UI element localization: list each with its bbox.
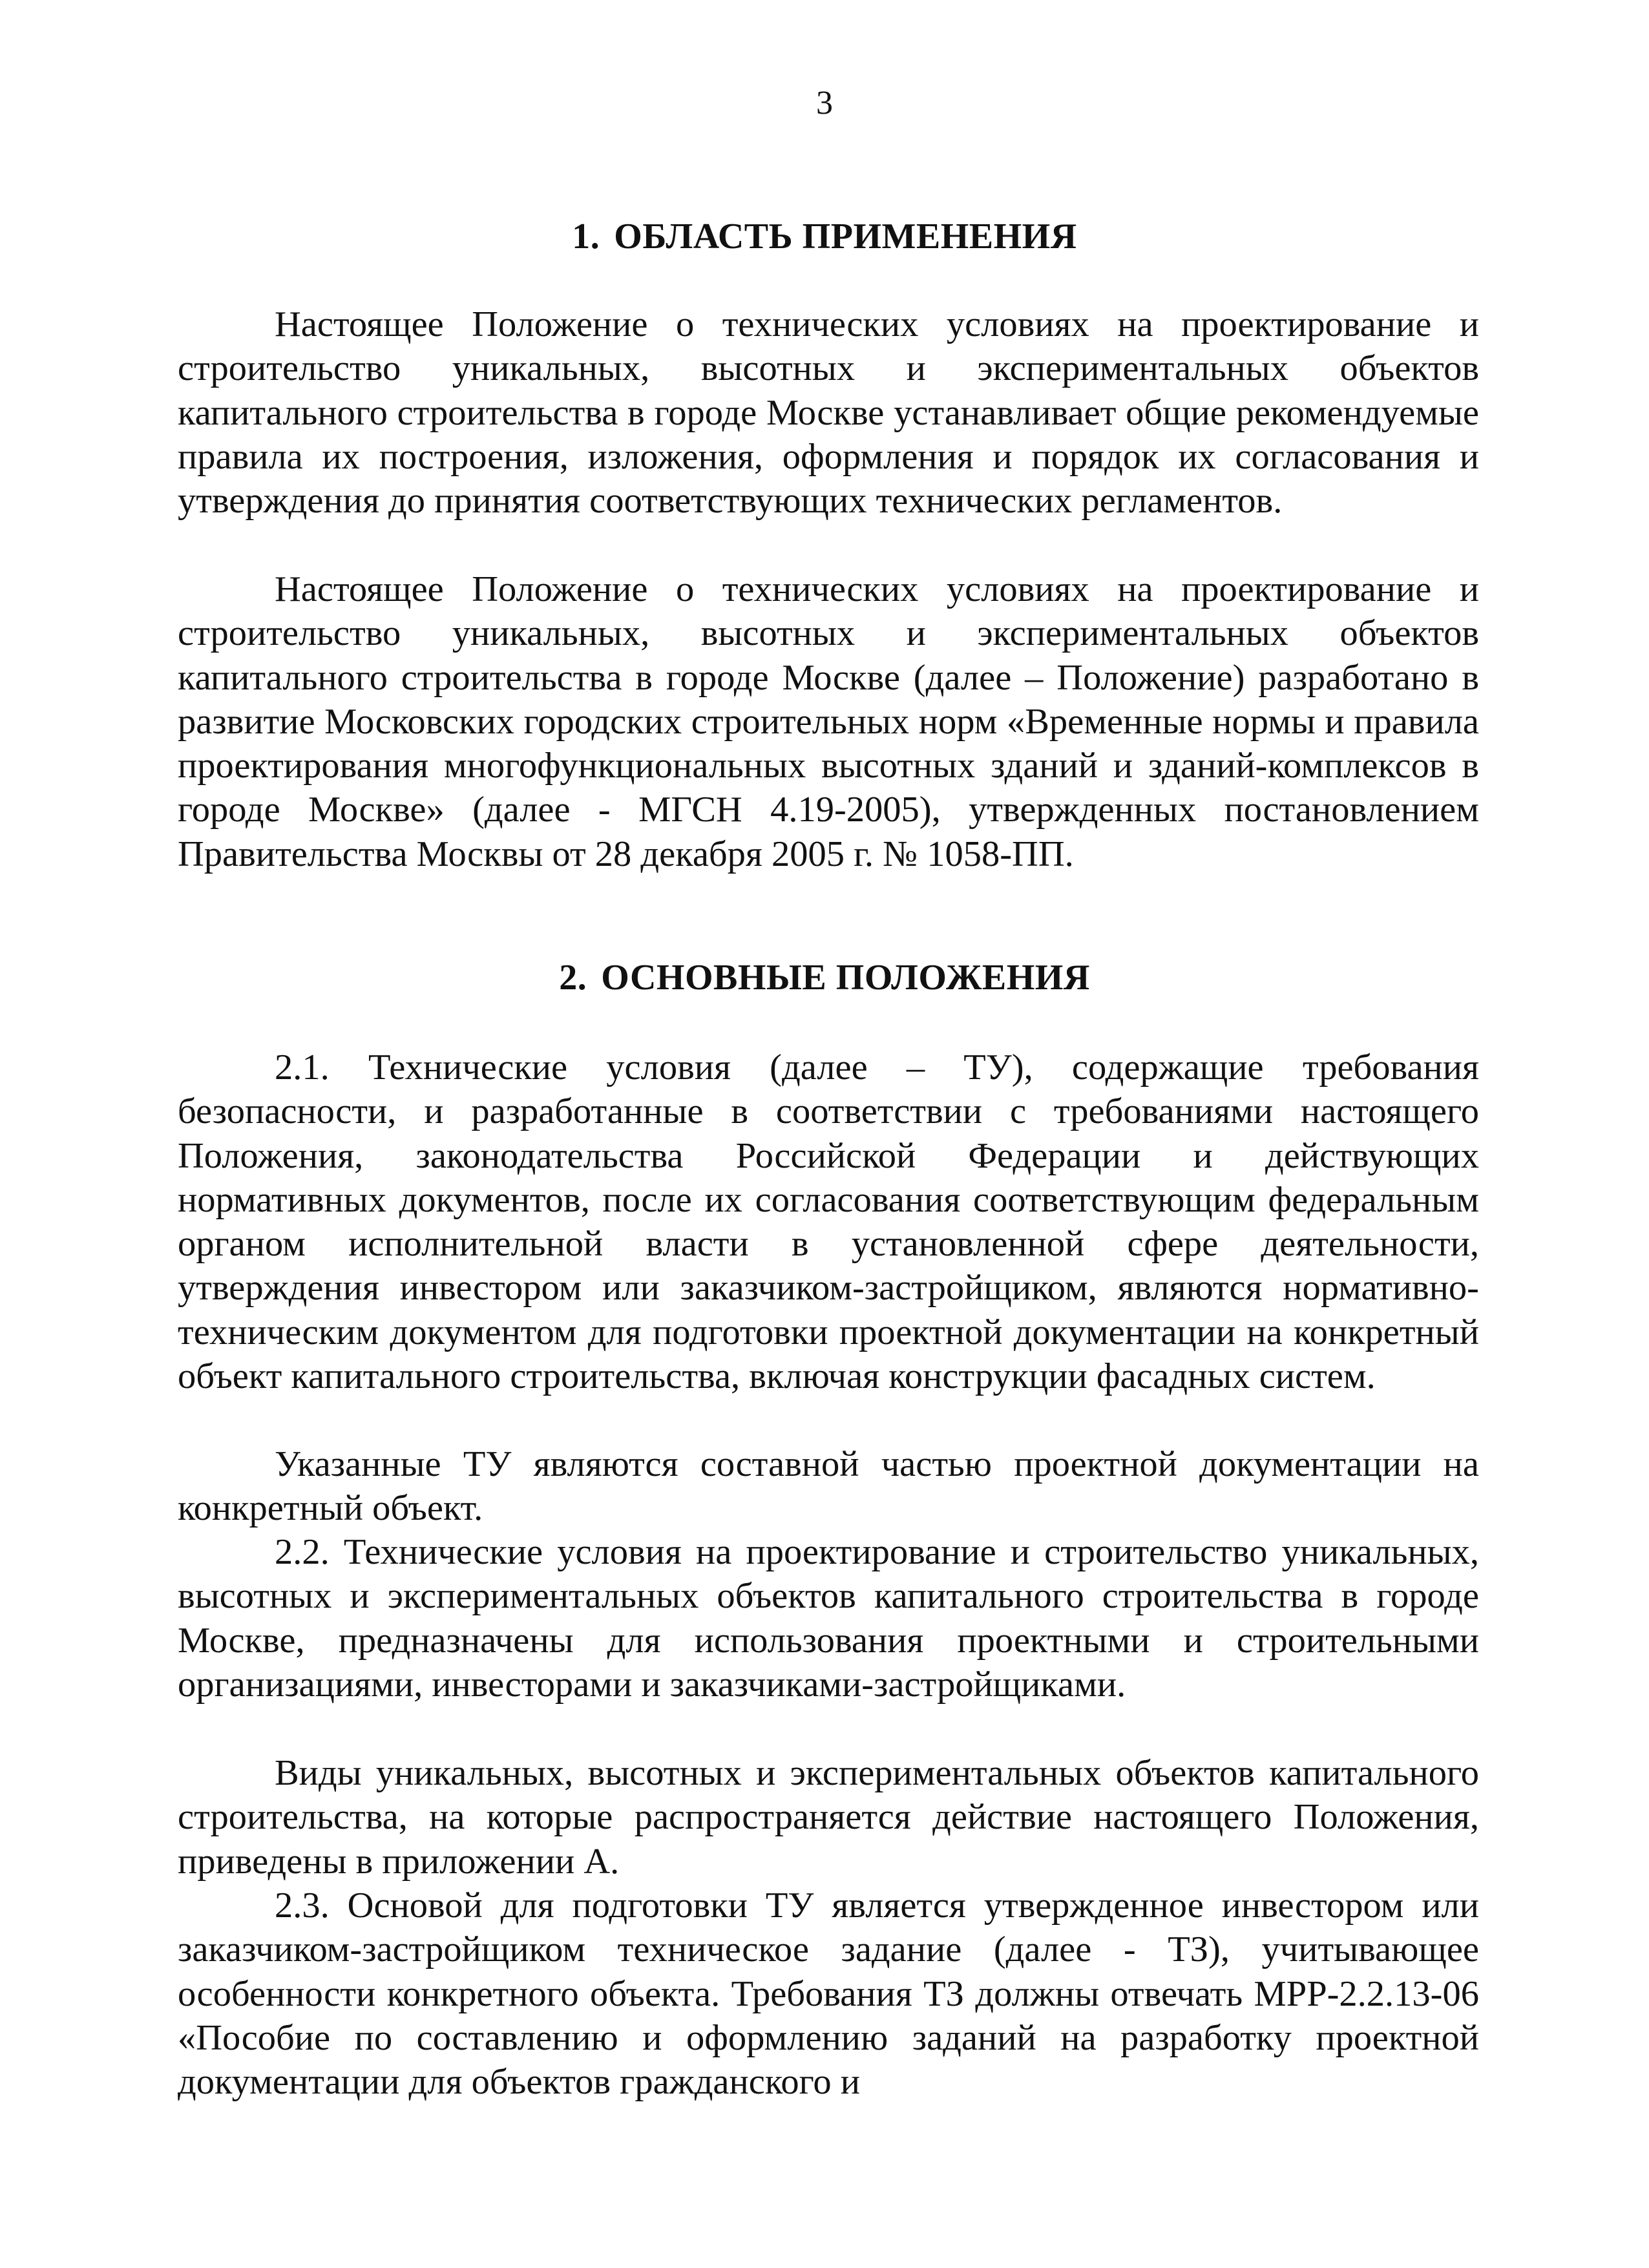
section-title: ОБЛАСТЬ ПРИМЕНЕНИЯ — [614, 216, 1077, 257]
section-number: 2. — [559, 958, 587, 998]
section-heading-scope — [0, 213, 1649, 260]
paragraph: Настоящее Положение о технических условиях на проектирование и строительство уникальных, высотных и экспериментальных объектов капитального строительства в городе Москве (далее – Положение) разработано в развитие Московских городских строительных норм «Временные нормы и правила проектирования многофункциональных высотных зданий и зданий-комплексов в городе Москве» (далее - МГСН 4.19-2005), утвержденных постановлением Правительства Москвы от 28 декабря 2005 г. № 1058-ПП. — [178, 569, 1479, 874]
paragraph-2-1: 2.1. Технические условия (далее – ТУ), содержащие требования безопасности, и разработанные в соответствии с требованиями настоящего Положения, законодательства Российской Федерации и действующих нормативных документов, после их согласования соответствующим федеральным органом исполнительной власти в установленной сфере деятельности, утверждения инвестором или заказчиком-застройщиком, являются нормативно-техническим документом для подготовки проектной документации на конкретный объект капитального строительства, включая конструкции фасадных систем. — [178, 1047, 1479, 1397]
paragraph: Указанные ТУ являются составной частью проектной документации на конкретный объект. — [178, 1444, 1479, 1529]
section-title: ОСНОВНЫЕ ПОЛОЖЕНИЯ — [601, 958, 1090, 998]
paragraph: Настоящее Положение о технических условиях на проектирование и строительство уникальных, высотных и экспериментальных объектов капитального строительства в городе Москве устанавливает общие рекомендуемые правила их построения, изложения, оформления и порядок их согласования и утверждения до принятия соответствующих технических регламентов. — [178, 304, 1479, 521]
section-number: 1. — [572, 216, 600, 257]
page-number: 3 — [816, 85, 833, 121]
section-heading-main-provisions — [0, 954, 1649, 1001]
paragraph-2-3: 2.3. Основой для подготовки ТУ является утвержденное инвестором или заказчиком-застройщиком техническое задание (далее - ТЗ), учитывающее особенности конкретного объекта. Требования ТЗ должны отвечать МРР-2.2.13-06 «Пособие по составлению и оформлению заданий на разработку проектной документации для объектов гражданского и — [178, 1885, 1479, 2103]
paragraph: Виды уникальных, высотных и экспериментальных объектов капитального строительства, на которые распространяется действие настоящего Положения, приведены в приложении А. — [178, 1753, 1479, 1882]
paragraph-2-2: 2.2. Технические условия на проектирование и строительство уникальных, высотных и экспериментальных объектов капитального строительства в городе Москве, предназначены для использования проектными и строительными организациями, инвесторами и заказчиками-застройщиками. — [178, 1532, 1479, 1705]
